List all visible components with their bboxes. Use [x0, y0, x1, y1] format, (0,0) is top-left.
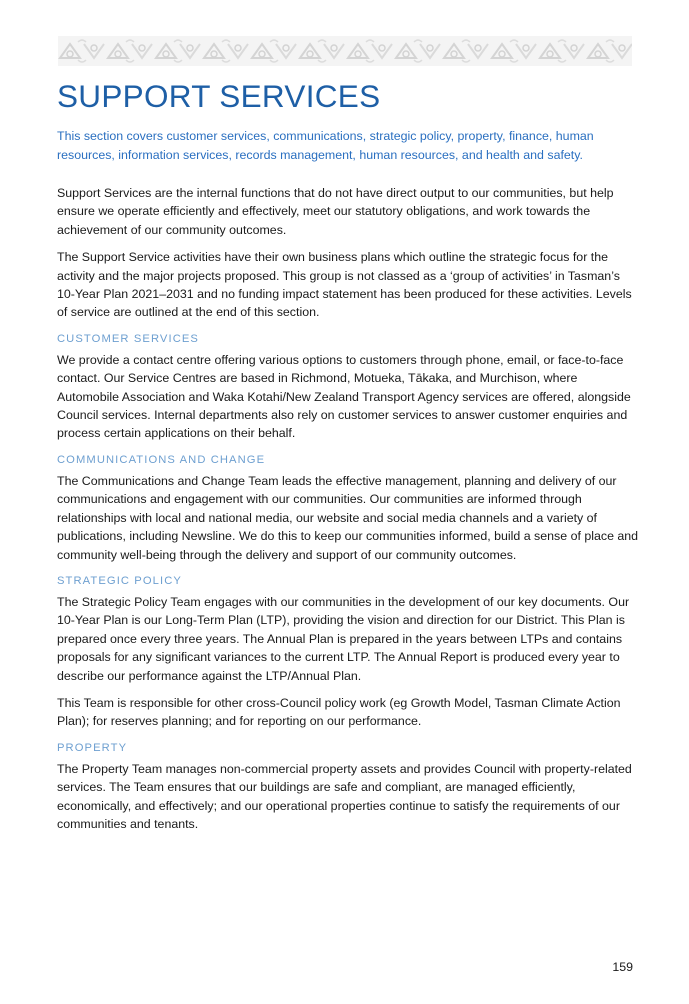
section-heading-strategic-policy: STRATEGIC POLICY: [57, 574, 182, 587]
strategic-policy-paragraph: This Team is responsible for other cross-Council policy work (eg Growth Model, Tasman Climate Action Plan); for reserves planning; and for reporting on our performance.: [57, 695, 621, 729]
body-paragraph: The Support Service activities have their own business plans which outline the strategic focus for the activity and the major projects proposed. This group is not classed as a ‘group of activities’ in Tasman’s 10-Year Plan 2021–2031 and no funding impact statement has been produced for these activities. Levels of service are outlined at the end of this section.: [57, 250, 632, 320]
section-heading-property: PROPERTY: [57, 741, 128, 754]
decorative-pattern-banner: [58, 36, 632, 66]
page-number: 159: [612, 960, 633, 974]
section-heading-communications: COMMUNICATIONS AND CHANGE: [57, 453, 266, 466]
intro-paragraph: This section covers customer services, communications, strategic policy, property, finance, human resources, information services, records management, human resources, and health and safety.: [57, 129, 594, 162]
pattern-graphic: [58, 36, 632, 66]
section-heading-customer-services: CUSTOMER SERVICES: [57, 332, 199, 345]
customer-services-paragraph: We provide a contact centre offering various options to customers through phone, email, or face-to-face contact. Our Service Centres are based in Richmond, Motueka, Tākaka, and Murchison, where Automobile Association and Waka Kotahi/New Zealand Transport Agency services are offered, alongside Council services. Internal departments also rely on customer services to answer customer enquiries and process certain applications on their behalf.: [57, 352, 631, 441]
strategic-policy-paragraph: The Strategic Policy Team engages with our communities in the development of our key documents. Our 10-Year Plan is our Long-Term Plan (LTP), providing the vision and direction for our District. This Plan is prepared once every three years. The Annual Plan is prepared in the years between LTPs and contains proposals for any significant variances to the current LTP. The Annual Report is produced every year to describe our performance against the LTP/Annual Plan.: [57, 594, 630, 683]
main-content: [57, 184, 639, 842]
body-paragraph: Support Services are the internal functions that do not have direct output to our communities, but help ensure we operate efficiently and effectively, meet our statutory obligations, and work towards the achievement of our community outcomes.: [57, 186, 614, 237]
communications-paragraph: The Communications and Change Team leads the effective management, planning and delivery of our communications and engagement with our communities. Our communities are informed through relationships with local and national media, our website and social media channels and a variety of publications, including Newsline. We do this to keep our communities informed, build a sense of place and community well-being through the delivery and support of our community outcomes.: [57, 473, 639, 562]
property-paragraph: The Property Team manages non-commercial property assets and provides Council with property-related services. The Team ensures that our buildings are safe and compliant, are managed efficiently, economically, and effectively; and our operational properties continue to satisfy the requirements of our communities and tenants.: [57, 761, 632, 831]
page-title: SUPPORT SERVICES: [57, 78, 381, 114]
